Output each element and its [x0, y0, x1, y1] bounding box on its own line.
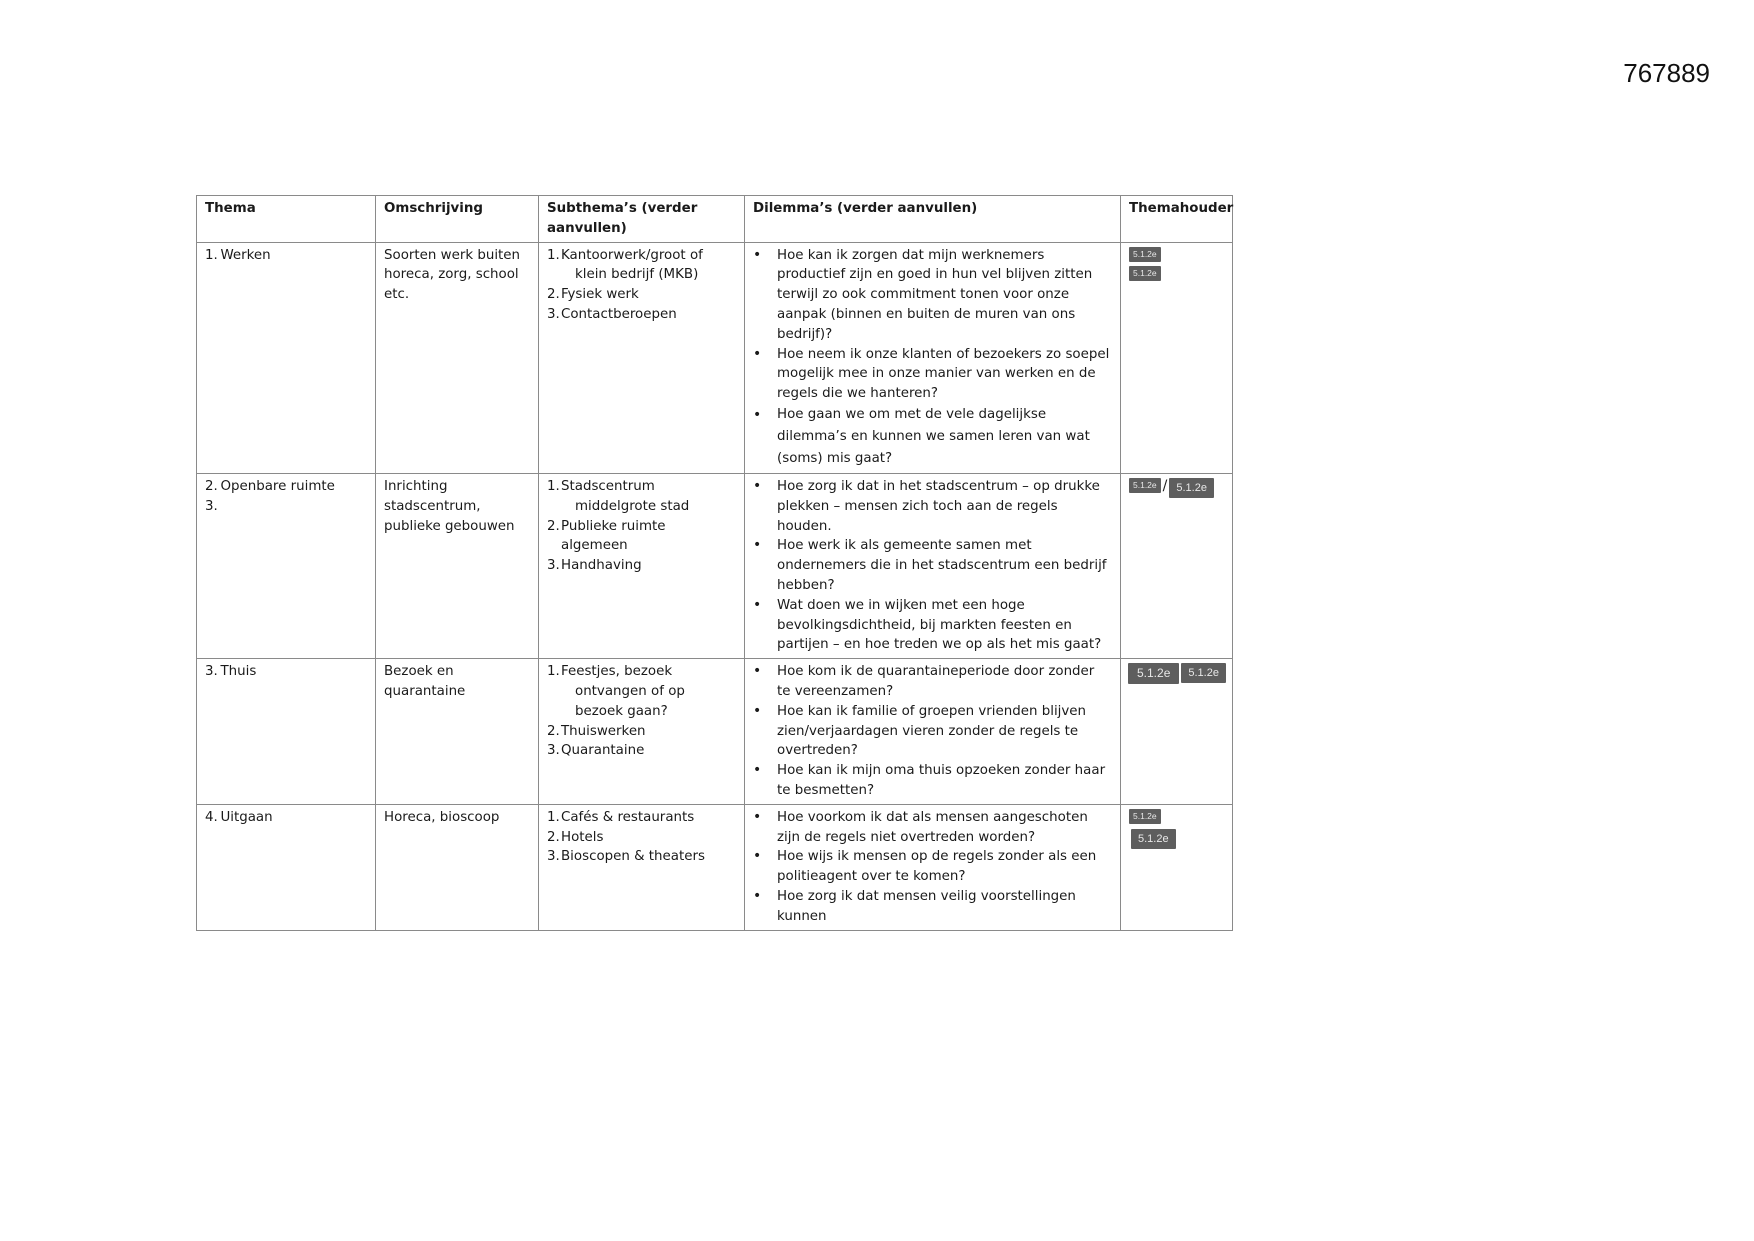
table-row — [197, 242, 1233, 473]
omschrijving-cell: Inrichting stadscentrum, publieke gebouwen — [376, 473, 539, 658]
document-number: 767889 — [1623, 58, 1710, 88]
header-omschrijving: Omschrijving — [376, 196, 539, 243]
header-subthemas: Subthema’s (verder aanvullen) — [539, 196, 745, 243]
thema-text: 2. Openbare ruimte — [205, 478, 335, 494]
redaction-block: 5.1.2e — [1181, 663, 1226, 683]
omschrijving-cell: Bezoek en quarantaine — [376, 659, 539, 805]
dilemma-item: • Wat doen we in wijken met een hoge bevolkingsdichtheid, bij markten feesten en partijen – en hoe treden we op als het mis gaat? — [753, 596, 1112, 655]
header-thema: Thema — [197, 196, 376, 243]
dilemma-item: • Hoe voorkom ik dat als mensen aangeschoten zijn de regels niet overtreden worden? — [753, 808, 1112, 848]
omschrijving-cell: Soorten werk buiten horeca, zorg, school etc. — [376, 242, 539, 473]
dilemma-item: • Hoe kom ik de quarantaineperiode door zonder te vereenzamen? — [753, 662, 1112, 702]
dilemma-item: • Hoe kan ik mijn oma thuis opzoeken zonder haar te besmetten? — [753, 761, 1112, 801]
themahouder-cell — [1121, 473, 1233, 658]
redaction-block: 5.1.2e — [1129, 247, 1161, 262]
subthema-list — [547, 808, 736, 867]
subthema-item: 2.Thuiswerken — [547, 723, 646, 739]
redaction-block: 5.1.2e — [1129, 809, 1161, 824]
subthema-list — [547, 477, 736, 576]
subthema-item: 3.Handhaving — [547, 558, 642, 574]
subthema-item: 1.Feestjes, bezoek ontvangen of op bezoek gaan? — [547, 664, 685, 719]
subthema-item: 3.Bioscopen & theaters — [547, 849, 705, 865]
dilemma-list — [753, 808, 1112, 927]
dilemma-item: • Hoe kan ik familie of groepen vrienden blijven zien/verjaardagen vieren zonder de regels te overtreden? — [753, 702, 1112, 761]
dilemma-list — [753, 477, 1112, 655]
dilemma-cell — [745, 242, 1121, 473]
redaction-block: 5.1.2e — [1129, 478, 1161, 493]
subthema-item: 3.Contactberoepen — [547, 306, 677, 322]
subthema-cell — [539, 242, 745, 473]
dilemma-list — [753, 246, 1112, 470]
dilemma-item: • Hoe neem ik onze klanten of bezoekers zo soepel mogelijk mee in onze manier van werken en de regels die we hanteren? — [753, 345, 1112, 404]
subthema-list — [547, 662, 736, 761]
table-row — [197, 659, 1233, 805]
dilemma-item: • Hoe gaan we om met de vele dagelijkse dilemma’s en kunnen we samen leren van wat (soms) mis gaat? — [753, 404, 1112, 470]
thema-text: 1. Werken — [205, 247, 271, 263]
subthema-list — [547, 246, 736, 325]
separator: / — [1162, 477, 1168, 494]
table-header-row — [197, 196, 1233, 243]
dilemma-item: • Hoe zorg ik dat in het stadscentrum – op drukke plekken – mensen zich toch aan de regels houden. — [753, 477, 1112, 536]
dilemma-item: • Hoe kan ik zorgen dat mijn werknemers productief zijn en goed in hun vel blijven zitten terwijl zo ook commitment tonen voor onze aanpak (binnen en buiten de muren van ons bedrijf)? — [753, 246, 1112, 345]
table-row — [197, 804, 1233, 930]
thema-text: 4. Uitgaan — [205, 809, 273, 825]
themahouder-cell — [1121, 242, 1233, 473]
thema-extra: 3. — [205, 498, 218, 514]
table-row — [197, 473, 1233, 658]
header-themahouder: Themahouder — [1121, 196, 1233, 243]
thema-cell — [197, 473, 376, 658]
dilemma-item: • Hoe wijs ik mensen op de regels zonder als een politieagent over te komen? — [753, 847, 1112, 887]
subthema-item: 2.Publieke ruimte algemeen — [547, 518, 666, 554]
thema-text: 3. Thuis — [205, 664, 257, 680]
subthema-cell — [539, 659, 745, 805]
redaction-block: 5.1.2e — [1131, 829, 1176, 849]
themahouder-cell — [1121, 804, 1233, 930]
dilemma-item: • Hoe zorg ik dat mensen veilig voorstellingen kunnen — [753, 887, 1112, 927]
thema-cell — [197, 242, 376, 473]
subthema-item: 1.Kantoorwerk/groot of klein bedrijf (MKB) — [547, 247, 703, 283]
dilemma-item: • Hoe werk ik als gemeente samen met ondernemers die in het stadscentrum een bedrijf hebben? — [753, 536, 1112, 595]
dilemma-cell — [745, 804, 1121, 930]
themes-table — [196, 195, 1233, 931]
redaction-block: 5.1.2e — [1169, 478, 1214, 498]
subthema-item: 1.Cafés & restaurants — [547, 809, 695, 825]
redaction-block: 5.1.2e — [1128, 663, 1179, 684]
redaction-block: 5.1.2e — [1129, 266, 1161, 281]
subthema-item: 2.Fysiek werk — [547, 287, 639, 303]
dilemma-list — [753, 662, 1112, 801]
dilemma-cell — [745, 659, 1121, 805]
subthema-item: 1.Stadscentrum middelgrote stad — [547, 478, 690, 514]
subthema-item: 3.Quarantaine — [547, 743, 645, 759]
subthema-cell — [539, 473, 745, 658]
themahouder-cell — [1121, 659, 1233, 805]
subthema-cell — [539, 804, 745, 930]
dilemma-cell — [745, 473, 1121, 658]
subthema-item: 2.Hotels — [547, 829, 604, 845]
omschrijving-cell: Horeca, bioscoop — [376, 804, 539, 930]
header-dilemmas: Dilemma’s (verder aanvullen) — [745, 196, 1121, 243]
thema-cell — [197, 659, 376, 805]
thema-cell — [197, 804, 376, 930]
